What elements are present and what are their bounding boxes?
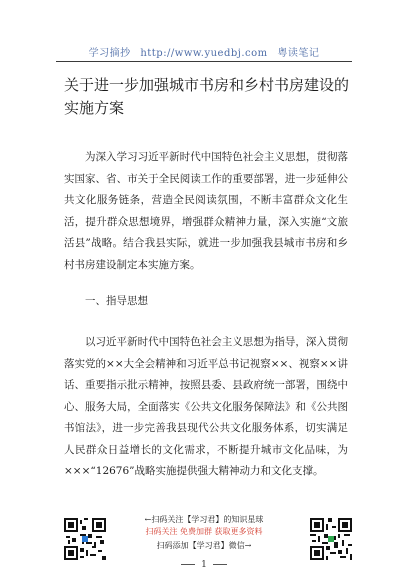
- site-name: 学习摘抄: [88, 48, 131, 59]
- promo-line-wechat: 扫码添加【学习君】微信→: [156, 541, 252, 550]
- document-title: 关于进一步加强城市书房和乡村书房建设的实施方案: [64, 76, 350, 117]
- site-notes: 粤读笔记: [277, 48, 320, 59]
- section-body-paragraph: 以习近平新时代中国特色社会主义思想为指导，深入贯彻落实党的××大全会精神和习近平总书记视察××、视察××讲话、重要指示批示精神，按照县委、县政府统一部署，围绕中心、服务大局，全面落实《公共文化服务保障法》和《公共图书馆法》，进一步完善我县现代公共文化服务体系，切实满足人民群众日益增长的文化需求，不断提升城市文化品味，为×××“12676”战略实施提供强大精神动力和文化支撑。: [64, 336, 348, 477]
- page-footer: [0, 512, 408, 580]
- page-number-dash-left: [181, 564, 195, 565]
- promo-line-free-group: 扫码关注 免费加群 获取更多资料: [145, 527, 263, 536]
- intro-paragraph: 为深入学习习近平新时代中国特色社会主义思想，贯彻落实国家、省、市关于全民阅读工作的重要部署，进一步延伸公共文化服务链条，营造全民阅读氛围，不断丰富群众文化生活，提升群众思想境界，增强群众精神力量，深入实施“文旅活县”战略。结合我县实际，就进一步加强我县城市书房和乡村书房建设制定本实施方案。: [64, 151, 348, 271]
- promo-line-knowledge-planet: ←扫码关注【学习君】的知识星球: [144, 515, 264, 524]
- qr-code-wechat[interactable]: [310, 518, 352, 560]
- page-number-dash-right: [213, 564, 227, 565]
- page-number-value: 1: [201, 560, 207, 570]
- header-divider: [56, 61, 352, 62]
- page-header: [0, 44, 408, 59]
- site-url[interactable]: http://www.yuedbj.com: [140, 48, 268, 59]
- qr-code-icon: [310, 518, 352, 560]
- section-heading: 一、指导思想: [85, 295, 148, 307]
- page-number: [0, 560, 408, 570]
